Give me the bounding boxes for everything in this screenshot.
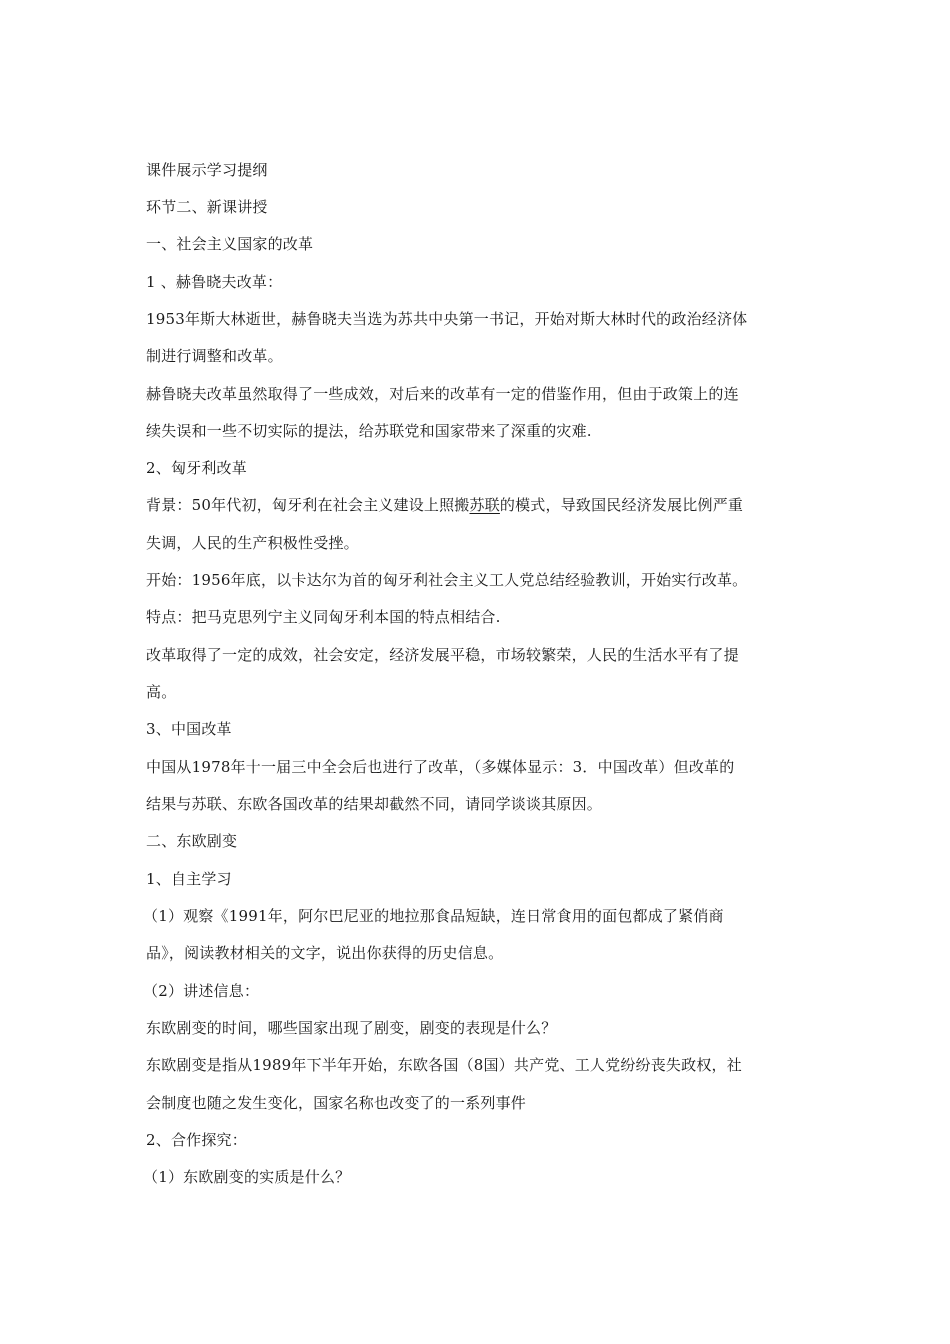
paragraph-khrushchev-1: 1953年斯大林逝世，赫鲁晓夫当选为苏共中央第一书记，开始对斯大林时代的政治经济体 [146,310,748,328]
paragraph-hungary-background-cont: 失调，人民的生产积极性受挫。 [146,534,359,552]
paragraph-hungary-result: 改革取得了一定的成效，社会安定，经济发展平稳，市场较繁荣，人民的生活水平有了提 [146,646,739,664]
paragraph-khrushchev-2-cont: 续失误和一些不切实际的提法，给苏联党和国家带来了深重的灾难. [146,422,592,440]
outline-title: 课件展示学习提纲 [146,161,268,179]
heading-self-study: 1、自主学习 [146,870,232,888]
paragraph-china-cont: 结果与苏联、东欧各国改革的结果却截然不同，请同学谈谈其原因。 [146,795,603,813]
section-heading-new-lesson: 环节二、新课讲授 [146,198,268,216]
paragraph-khrushchev-1-cont: 制进行调整和改革。 [146,347,283,365]
item-essence-question: （1）东欧剧变的实质是什么？ [143,1168,351,1186]
heading-eastern-europe: 二、东欧剧变 [146,832,238,850]
item-describe: （2）讲述信息： [143,982,260,1000]
heading-socialist-reform: 一、社会主义国家的改革 [146,235,314,253]
paragraph-hungary-background [146,495,826,515]
underlined-term-soviet: 苏联 [469,496,500,514]
item-observe: （1）观察《1991年，阿尔巴尼亚的地拉那食品短缺，连日常食用的面包都成了紧俏商 [143,907,724,925]
heading-hungary-reform: 2、匈牙利改革 [146,459,247,477]
paragraph-question: 东欧剧变的时间，哪些国家出现了剧变，剧变的表现是什么？ [146,1019,557,1037]
paragraph-hungary-result-cont: 高。 [146,683,177,701]
paragraph-hungary-start: 开始：1956年底，以卡达尔为首的匈牙利社会主义工人党总结经验教训，开始实行改革。 [146,571,748,589]
paragraph-khrushchev-2: 赫鲁晓夫改革虽然取得了一些成效，对后来的改革有一定的借鉴作用，但由于政策上的连 [146,385,739,403]
text-segment: 的模式，导致国民经济发展比例严重 [499,496,744,514]
text-segment: 背景：50年代初，匈牙利在社会主义建设上照搬 [146,496,470,514]
paragraph-hungary-feature: 特点：把马克思列宁主义同匈牙利本国的特点相结合. [146,608,501,626]
heading-cooperative-inquiry: 2、合作探究： [146,1131,247,1149]
paragraph-china: 中国从1978年十一届三中全会后也进行了改革，（多媒体显示：3．中国改革）但改革的 [146,758,735,776]
heading-china-reform: 3、中国改革 [146,720,232,738]
heading-khrushchev-reform: 1 、赫鲁晓夫改革： [146,273,283,291]
paragraph-definition: 东欧剧变是指从1989年下半年开始，东欧各国（8国）共产党、工人党纷纷丧失政权，社 [146,1056,742,1074]
item-observe-cont: 品》，阅读教材相关的文字，说出你获得的历史信息。 [146,944,504,962]
paragraph-definition-cont: 会制度也随之发生变化，国家名称也改变了的一系列事件 [146,1094,527,1112]
